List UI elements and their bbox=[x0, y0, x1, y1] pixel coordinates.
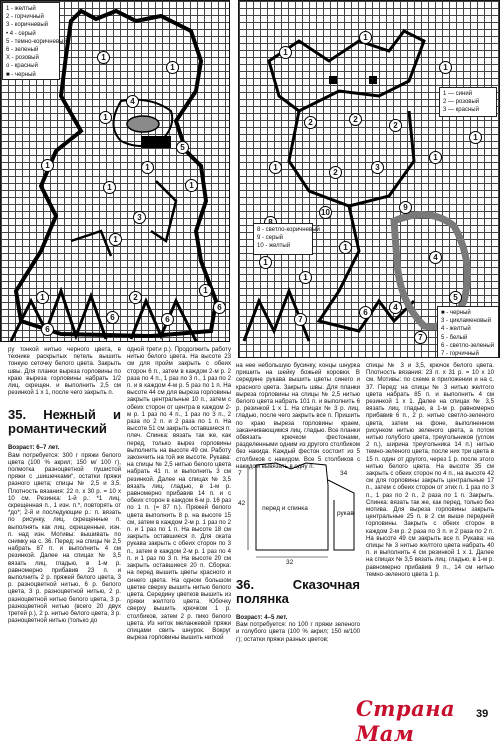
middle-chart-legend bbox=[253, 223, 320, 255]
legend-item: ■ - черный bbox=[441, 310, 471, 316]
project-35-finishing: на нее небольшую бусинку, концы шнурка пришить на шейку божьей коровки. В середине рукава вышить цветы синего и красного цвета. Закрыть швы. Для планки выреза горловины на спицы № 2,5 нитью белого цвета набрать 101 п. и выполнить 6 р. резинкой 1 х 1. На спицах № 3 р. лиц. гладью, после чего закрыть все п. Пришить по краю выреза горловины краем, заканчивающимся лиц. гладью. Все планки обвязать крючком фестонами, разделенными одним из другого столбиком без накида. Каждый фестон состоит из 5 столбиков с накидом. Все 5 столбиков с накидом вывязать в одну п. bbox=[236, 362, 360, 470]
chart-number: 1 bbox=[97, 51, 110, 64]
chart-number: 1 bbox=[279, 46, 292, 59]
chart-number: 7 bbox=[414, 331, 427, 344]
schematic-label: перед и спинка bbox=[262, 505, 308, 512]
text-column-2 bbox=[127, 346, 231, 720]
chart-number: 5 bbox=[176, 141, 189, 154]
legend-item: 5 - темно-коричневый bbox=[6, 38, 67, 45]
chart-number: 4 bbox=[429, 251, 442, 264]
legend-item: 7 - горчичный bbox=[441, 351, 479, 358]
right-knitting-chart bbox=[238, 0, 500, 358]
chart-number: 6 bbox=[106, 311, 119, 324]
legend-item: • 4 - серый bbox=[6, 30, 36, 37]
schematic-sleeve-width: 34 bbox=[340, 470, 348, 477]
chart-number: 1 bbox=[469, 131, 482, 144]
legend-item: 4 - желтый bbox=[441, 326, 471, 333]
project-35-instructions-cont: одной трети р.). Продолжить работу нитью белого цвета. На высоте 23 см для пройм закрыть с обеих сторон 6 п., затем в каждом 2-м р. 2 раза по 4 п., 1 раз по 3 п., 1 раз по 2 п. и в каждом 4-м р. 5 раз по 1 п. На высоте 44 см для выреза горловины закрыть центральные 10 п., затем с обеих сторон от центра в каждом 2-м р. 1 раз по 4 п., 1 раз по 3 п., 2 раза по 2 п. и 2 раза по 1 п. На высоте 51 см закрыть оставшиеся п. плеч. Спинка: вязать так же, как перед, только вырез горловины выполнить на высоте 49 см. Работу закончить на той же высоте. Рукава: на спицы № 2,5 нитью белого цвета набрать 41 п. и выполнить 3 см резинкой. Далее на спицах № 3,5 вязать лиц. гладью, в 1-м р. равномерно прибавив 14 п. и с обеих сторон в каждом 6-м р. 16 раз по 1 п. (= 87 п.). Пряжей белого цвета выполнить 8 р. на высоте 15 см, затем в каждом 2-м р. 1 раз по 2 п. и 1 раз по 1 п. На высоте 18 см закрыть оставшиеся п. Для оката рукава закрыть с обеих сторон по 3 п., затем в каждом 2-м р. 1 раз по 4 п. и 1 раз по 3 п. На высоте 20 см закрыть оставшиеся 20 п. Сборка: на перед вышить цветы красного и синего цвета. На одном большом цветке сверху вышить нитью белого цвета. Середину цветков вышить из пряжи желтого цвета. Юбочку сверху вышить крючком 1 р. столбиков, затем 2 р. пико белого цвета. Из ниток меланжевой пряжи спицами свить шнурок. Вокруг выреза горловины вышить ниткой bbox=[127, 346, 231, 642]
left-knitting-chart bbox=[0, 0, 230, 342]
legend-item: о - красный bbox=[6, 63, 38, 70]
chart-number: 1 bbox=[41, 159, 54, 172]
chart-number: 1 bbox=[439, 61, 452, 74]
chart-number: 1 bbox=[103, 181, 116, 194]
legend-item: 1 - желтый bbox=[6, 6, 36, 12]
chart-number: 4 bbox=[126, 95, 139, 108]
schematic-width: 32 bbox=[286, 559, 294, 566]
chart-number: 6 bbox=[41, 323, 54, 336]
chart-number: 9 bbox=[399, 201, 412, 214]
legend-item: 6 - светло-зеленый bbox=[441, 342, 495, 349]
legend-item: 1 — синий bbox=[443, 91, 473, 97]
chart-number: 1 bbox=[99, 111, 112, 124]
project-36-title: 36. Сказочная полянка bbox=[236, 577, 360, 606]
chart-number: 6 bbox=[359, 306, 372, 319]
chart-number: 10 bbox=[319, 206, 332, 219]
project-35-instructions: Вам потребуется: 300 г пряжи белого цвета (100 % акрил; 150 м/ 100 г), полмотка разноцветной пушистой пряжи с „шишечками“, остатки пряжи разного цвета; спицы № 2,5 и 3,5. Плотность вязания: 22 п. х 30 р. = 10 х 10 см. Резинка: 1-й р.: *1 лиц. скрещенная п., 1 изн. п.*, повторять от *до*; 2-й и последующие р.: п. вязать по рисунку, лиц. скрещенные п. выполнять как лиц. скрещенные, изн. п. над изн. Мотивы: вышивать по снимку на с. 36. Перед: на спицы № 2,5 набрать 87 п. и выполнить 4 см резинкой. Далее на спицах № 3,5 вязать лиц. гладью, в 1-м р. равномерно прибавив 23 п. и выполнить 2 р. пряжей белого цвета, 3 р. разноцветной нитью, 6 р. белого цвета, 3 р. разноцветной нитью, 2 р. разноцветной нитью белого цвета, 3 р. разноцветной нитью (всего 20 двух третей р.), 2 р. нитью белого цвета, 3 р. разноцветной нитью (только до bbox=[8, 451, 121, 625]
chart-number: 2 bbox=[349, 113, 362, 126]
chart-number: 1 bbox=[141, 161, 154, 174]
text-column-3 bbox=[236, 362, 360, 470]
chart-number: 1 bbox=[259, 256, 272, 269]
legend-item: 8 - светло-коричневый bbox=[257, 227, 320, 233]
chart-number: 1 bbox=[269, 161, 282, 174]
legend-item: 3 - цикламеновый bbox=[441, 318, 491, 325]
project-36-instructions: спицы № 3 и 3,5, крючок белого цвета. Плотность вязания: 23 п. х 31 р. = 10 х 10 см. Мотивы: по схеме в приложении и на с. 37. Перед: на спицы № 3 нитью желтого цвета набрать 85 п. и выполнить 4 см резинкой 1 х 1. Далее на спицах № 3,5 вязать лиц. гладью, в 1-м р. равномерно прибавив 6 п., 2 р. нитью светло-зеленого цвета, затем на фоне, выполненном рисунком нитью зеленого цвета, а потом нитью голубого цвета, треугольников (углом 2 п.), ширина треугольника 14 п.) нитью темно-зеленого цвета, после них три цвета в 15 п. один от другого, через 1 р. после этого нитью белого цвета. На высоте 35 см закрыть с обеих сторон по 4 п., на высоте 42 см для горловины закрыть центральные 17 п., затем с обеих сторон от этих п. 1 раз по 3 п., 1 раз по 2 п., 2 раза по 1 п. Закрыть. Спинка: вязать так же, как перед, только без мотива. Для выреза горловины закрыть центральные 25 п. в 2 см выше передней горловины. Закрыть с обеих сторон в каждом 2-м р. 2 раза по 3 п. и 2 раза по 2 п. На высоте 49 см закрыть все п. Рукава: на спицы № 3 нитью желтого цвета набрать 40 п. и выполнить 4 см резинкой 1 х 1. Далее на спицах № 3,5 вязать лиц. гладью, в 1-м р. равномерно прибавив 9 п., 14 см нитью темно-зеленого цвета 1 р. bbox=[366, 362, 494, 578]
schematic-height-2: 7 bbox=[238, 470, 242, 477]
legend-item: 2 - горчичный bbox=[6, 14, 44, 21]
chart-number: 7 bbox=[294, 313, 307, 326]
project-35-age: Возраст: 6–7 лет. bbox=[8, 444, 60, 452]
chart-number: 3 bbox=[133, 211, 146, 224]
bottom-chart-legend bbox=[437, 306, 499, 358]
legend-item: X - розовый bbox=[6, 55, 39, 62]
chart-number: 6 bbox=[161, 313, 174, 326]
legend-item: ■ - черный bbox=[6, 71, 36, 78]
legend-item: 6 - зеленый bbox=[6, 47, 39, 54]
chart-number: 2 bbox=[129, 291, 142, 304]
text-column-1 bbox=[8, 346, 121, 720]
chart-number: 1 bbox=[359, 31, 372, 44]
left-chart-legend bbox=[2, 2, 67, 80]
chart-number: 1 bbox=[199, 284, 212, 297]
right-chart-legend bbox=[439, 87, 497, 117]
project-35-intro: ру тонкой нитью черного цвета, в технике раскрытых петель вышить тонкую сеточку белого цвета. Закрыть швы. Для планки выреза горловины по краю выреза горловины набрать 1/2 лиц. скрещен. и выполнить 2,5 см резинкой 1 х 1, после чего закрыть п. bbox=[8, 346, 121, 397]
chart-number: 1 bbox=[339, 241, 352, 254]
chart-number: 2 bbox=[389, 119, 402, 132]
legend-item: 10 - желтый bbox=[257, 243, 291, 250]
schematic-height: 42 bbox=[238, 500, 246, 507]
chart-number: 2 bbox=[304, 116, 317, 129]
legend-item: 2 — розовый bbox=[443, 99, 480, 106]
legend-item: 9 - серый bbox=[257, 235, 284, 242]
chart-number: 1 bbox=[429, 151, 442, 164]
chart-number: 1 bbox=[109, 233, 122, 246]
text-column-3b bbox=[236, 572, 360, 720]
schematic-sleeve-label: рукав bbox=[337, 510, 354, 517]
chart-number: 5 bbox=[449, 291, 462, 304]
legend-item: 3 - коричневый bbox=[6, 22, 49, 29]
legend-item: 5 - белый bbox=[441, 334, 468, 341]
legend-item: 3 — красный bbox=[443, 107, 479, 114]
project-36-materials: Вам потребуется: по 100 г пряжи зеленого и голубого цвета (100 % акрил; 150 м/100 г); остатки пряжи разных цветов; bbox=[236, 621, 360, 643]
chart-number: 6 bbox=[213, 301, 226, 314]
chart-number: 1 bbox=[299, 271, 312, 284]
project-36-age: Возраст: 4–5 лет. bbox=[236, 614, 288, 621]
chart-number: 1 bbox=[166, 61, 179, 74]
project-35-title: 35. Нежный и романтический bbox=[8, 407, 121, 437]
chart-number: 1 bbox=[36, 291, 49, 304]
chart-number: 4 bbox=[389, 301, 402, 314]
watermark: Страна Мам bbox=[356, 696, 456, 746]
page-number: 39 bbox=[476, 708, 489, 720]
chart-number: 2 bbox=[329, 166, 342, 179]
text-column-4 bbox=[366, 362, 494, 698]
chart-number: 3 bbox=[371, 161, 384, 174]
chart-number: 1 bbox=[185, 179, 198, 192]
